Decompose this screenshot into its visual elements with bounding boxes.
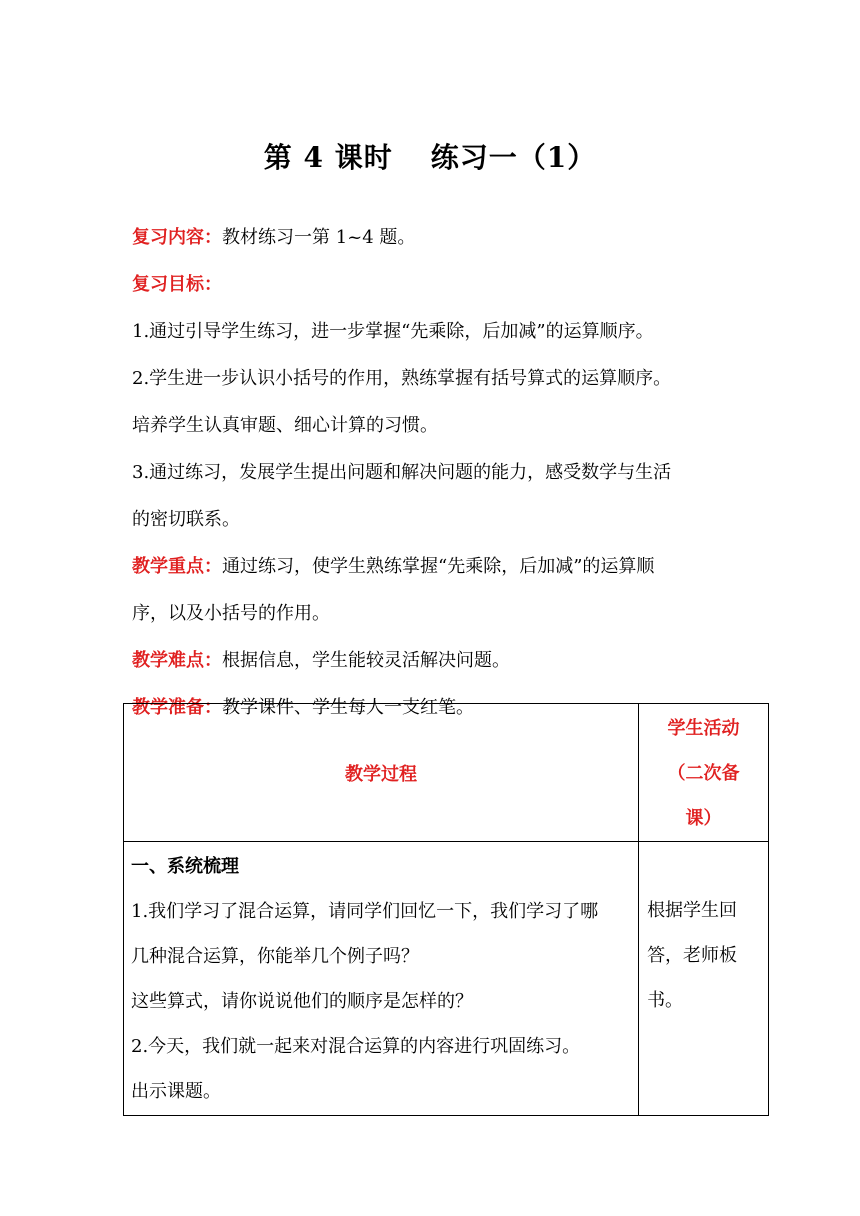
process-line: 几种混合运算，你能举几个例子吗？	[131, 946, 419, 967]
key-points-continuation: 序，以及小括号的作用。	[132, 603, 330, 624]
difficulties-line	[132, 637, 732, 684]
difficulties-text: 根据信息，学生能较灵活解决问题。	[222, 650, 510, 671]
process-line: 出示课题。	[131, 1081, 221, 1102]
key-points-label: 教学重点：	[132, 556, 222, 577]
review-content-line	[132, 214, 732, 261]
review-goal-item: 的密切联系。	[132, 509, 240, 530]
header-teaching-process: 教学过程	[124, 704, 639, 842]
process-cell	[124, 842, 639, 1116]
process-line: 1.我们学习了混合运算，请同学们回忆一下，我们学习了哪	[131, 901, 599, 922]
activity-line: 书。	[647, 990, 684, 1011]
review-goal-item: 2.学生进一步认识小括号的作用，熟练掌握有括号算式的运算顺序。	[132, 368, 672, 389]
title-lesson-number: 第 4 课时	[263, 141, 393, 174]
header-side-line: （二次备	[667, 763, 740, 784]
key-points-line	[132, 543, 732, 590]
activity-line: 根据学生回	[647, 900, 738, 921]
difficulties-label: 教学难点：	[132, 650, 222, 671]
review-goal-item: 1.通过引导学生练习，进一步掌握“先乘除，后加减”的运算顺序。	[132, 321, 654, 342]
table-header-row	[124, 704, 769, 842]
lesson-overview	[132, 214, 732, 731]
review-goals-label: 复习目标：	[132, 274, 222, 295]
header-student-activity	[639, 704, 769, 842]
review-content-label: 复习内容：	[132, 227, 222, 248]
teaching-process-table	[123, 703, 769, 1116]
preparation-label: 教学准备：	[132, 697, 222, 718]
process-line: 2.今天，我们就一起来对混合运算的内容进行巩固练习。	[131, 1036, 581, 1057]
activity-line: 答，老师板	[647, 945, 738, 966]
section-title: 一、系统梳理	[131, 856, 239, 877]
preparation-text: 教学课件、学生每人一支红笔。	[222, 697, 474, 718]
review-content-text: 教材练习一第 1~4 题。	[222, 227, 416, 248]
header-side-line: 学生活动	[667, 718, 740, 739]
process-line: 这些算式，请你说说他们的顺序是怎样的？	[131, 991, 473, 1012]
activity-cell	[639, 842, 769, 1116]
lesson-title	[0, 136, 860, 176]
review-goal-item: 培养学生认真审题、细心计算的习惯。	[132, 415, 438, 436]
table-row	[124, 842, 769, 1116]
review-goal-item: 3.通过练习，发展学生提出问题和解决问题的能力，感受数学与生活	[132, 462, 672, 483]
review-goals-heading	[132, 261, 732, 308]
title-lesson-name: 练习一（1）	[430, 141, 597, 174]
key-points-text: 通过练习，使学生熟练掌握“先乘除，后加减”的运算顺	[222, 556, 655, 577]
header-side-line: 课）	[685, 808, 722, 829]
